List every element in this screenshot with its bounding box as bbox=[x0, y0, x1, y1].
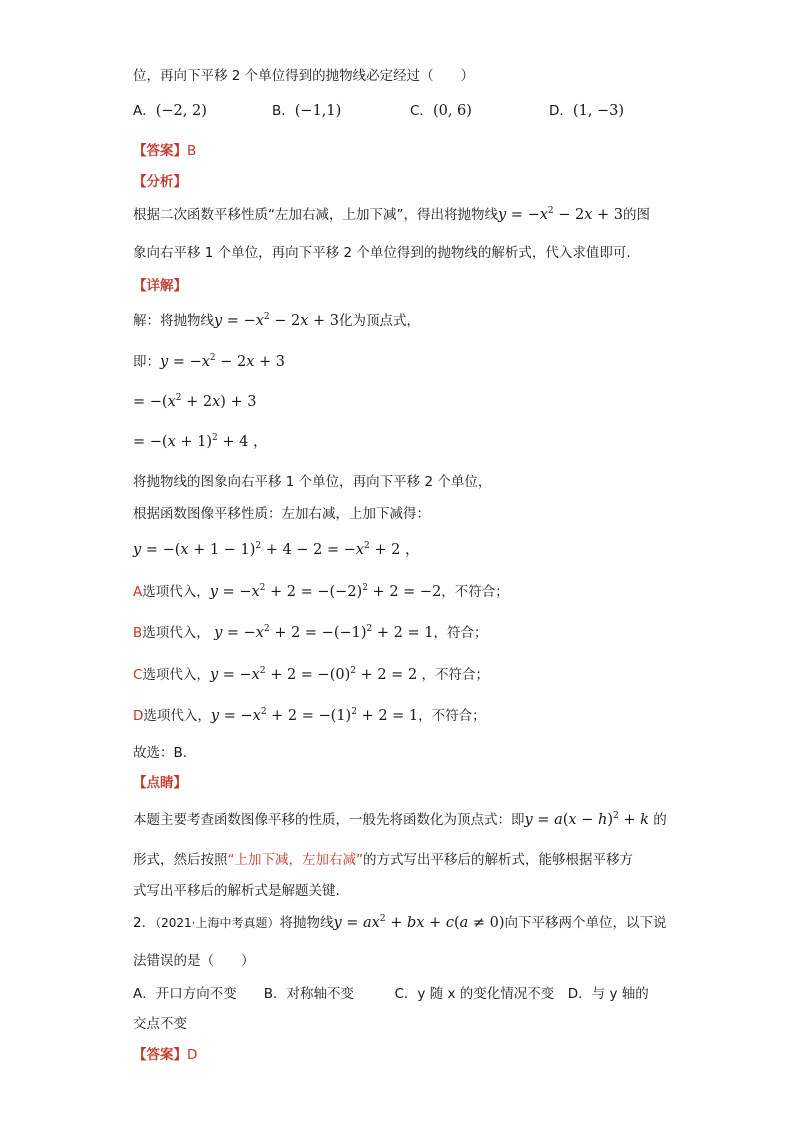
comment-heading: 【点睛】 bbox=[133, 775, 187, 791]
q1-answer: 【答案】B bbox=[133, 143, 197, 159]
check-option-c: C选项代入，$y = -x^2 + 2 = -(0)^2 + 2 = 2$ ，不符合； bbox=[133, 666, 489, 683]
check-option-b: B选项代入， $y = -x^2 + 2 = -(-1)^2 + 2 = 1$，符合； bbox=[133, 624, 488, 641]
q1-option-d: D．(1, −3) bbox=[549, 103, 625, 119]
comment-line-3: 式写出平移后的解析式是解题关键. bbox=[133, 883, 340, 899]
derivation-step-3: = $-(x + 1)^2 + 4$ ， bbox=[133, 433, 268, 450]
detail-intro: 解：将抛物线$y = -x^2 - 2x + 3$化为顶点式， bbox=[133, 312, 421, 329]
check-option-d: D选项代入，$y = -x^2 + 2 = -(1)^2 + 2 = 1$，不符合； bbox=[133, 707, 486, 724]
q1-option-a: A．(−2, 2) bbox=[133, 103, 207, 119]
derivation-step-2: = $-(x^2 + 2x) + 3$ bbox=[133, 393, 257, 410]
analysis-line-1: 根据二次函数平移性质“左加右减，上加下减”，得出将抛物线$y = -x^2 - 2x + 3$的图 bbox=[133, 206, 651, 223]
parabola-equation: $y = -x^2 - 2x + 3$ bbox=[498, 206, 624, 223]
derivation-step-1: 即：$y = -x^2 - 2x + 3$ bbox=[133, 353, 286, 370]
q2-options-line-1: A．开口方向不变 B．对称轴不变 C．y 随 x 的变化情况不变 D．与 y 轴的 bbox=[133, 986, 649, 1002]
q2-stem: 2．（2021·上海中考真题）将抛物线$y = ax^2$ + bx + c(a ≠ 0)向下平移两个单位，以下说 bbox=[133, 914, 667, 931]
q1-stem: 位，再向下平移 2 个单位得到的抛物线必定经过（ ） bbox=[133, 68, 475, 84]
q2-options-line-2: 交点不变 bbox=[133, 1016, 187, 1032]
comment-line-1: 本题主要考查函数图像平移的性质，一般先将函数化为顶点式：即$y = a(x - h)^2 + k$ 的 bbox=[133, 811, 667, 828]
shifted-equation: $y = -(x + 1 - 1)^2 + 4 - 2 = -x^2 + 2$ ， bbox=[133, 541, 420, 558]
analysis-heading: 【分析】 bbox=[133, 174, 187, 190]
shift-description: 将抛物线的图象向右平移 1 个单位，再向下平移 2 个单位， bbox=[133, 474, 492, 490]
q1-option-b: B．(−1,1) bbox=[272, 103, 342, 119]
q2-answer: 【答案】D bbox=[133, 1047, 198, 1063]
detail-heading: 【详解】 bbox=[133, 278, 187, 294]
conclusion: 故选：B. bbox=[133, 745, 188, 761]
shift-rule: 根据函数图像平移性质：左加右减，上加下减得： bbox=[133, 506, 430, 522]
check-option-a: A选项代入，$y = -x^2 + 2 = -(-2)^2 + 2 = -2$，不符合； bbox=[133, 583, 509, 600]
q1-option-c: C．(0, 6) bbox=[410, 103, 472, 119]
comment-line-2: 形式，然后按照“上加下减，左加右减”的方式写出平移后的解析式，能够根据平移方 bbox=[133, 852, 633, 868]
q2-stem-line-2: 法错误的是（ ） bbox=[133, 953, 255, 969]
analysis-line-2: 象向右平移 1 个单位，再向下平移 2 个单位得到的抛物线的解析式，代入求值即可. bbox=[133, 245, 631, 261]
